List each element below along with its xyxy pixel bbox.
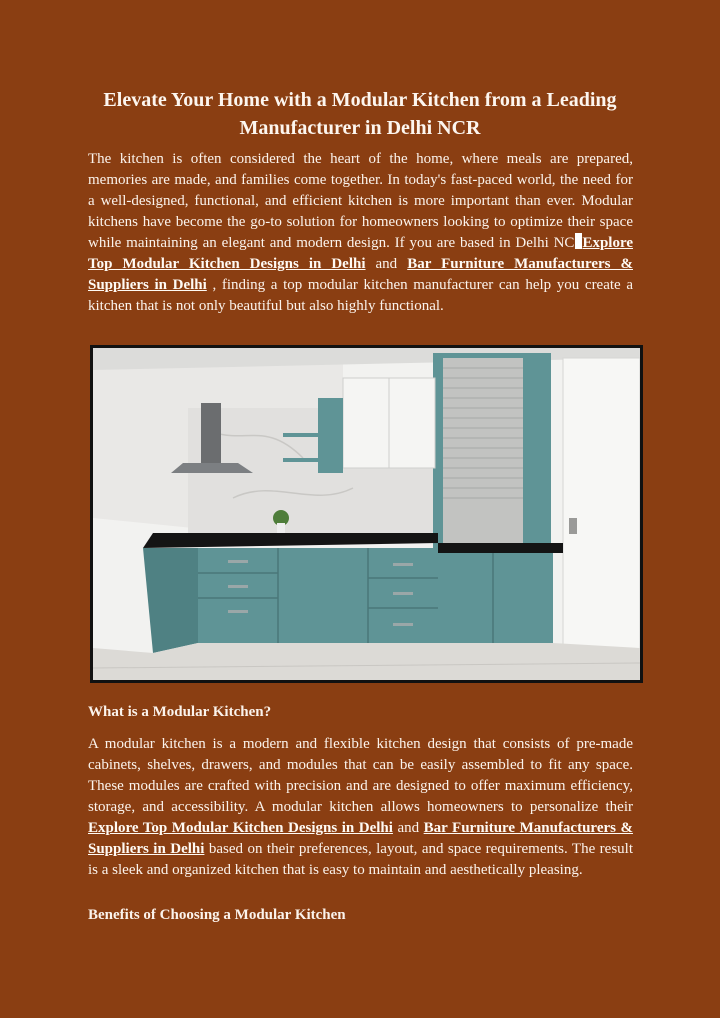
link-bar-furniture-2[interactable]: Bar Furniture Manufacturers & Suppliers in Delhi [88, 820, 633, 857]
page-title: Elevate Your Home with a Modular Kitchen from a Leading Manufacturer in Delhi NCR [103, 89, 617, 139]
section-heading-benefits: Benefits of Choosing a Modular Kitchen [88, 907, 346, 923]
what-text-2: based on their preferences, layout, and space requirements. The result is a sleek and organized kitchen that is easy to maintain and aesthetically pleasing. [88, 841, 633, 878]
kitchen-illustration [93, 348, 640, 680]
kitchen-photo [90, 345, 643, 683]
intro-text-2: , finding a top modular kitchen manufacturer can help you create a kitchen that is not only beautiful but also highly functional. [88, 277, 633, 314]
intro-and: and [365, 256, 408, 272]
link-modular-kitchen-designs-2[interactable]: Explore Top Modular Kitchen Designs in Delhi [88, 820, 393, 836]
section-heading-what: What is a Modular Kitchen? [88, 704, 272, 720]
what-and: and [392, 820, 424, 836]
what-text-1: A modular kitchen is a modern and flexible kitchen design that consists of pre-made cabinets, shelves, drawers, and modules that can be easily assembled to fit any space. These modules are crafted with precision and are designed to offer maximum efficiency, storage, and accessibility. A modular kitchen allows homeowners to personalize their [88, 736, 633, 815]
link-bar-furniture[interactable]: Bar Furniture Manufacturers & Suppliers in Delhi [88, 256, 633, 293]
what-paragraph [88, 734, 633, 881]
link-modular-kitchen-designs[interactable]: Explore Top Modular Kitchen Designs in Delhi [88, 235, 633, 272]
intro-paragraph [88, 149, 633, 317]
intro-text-1: The kitchen is often considered the heart of the home, where meals are prepared, memories are made, and families come together. In today's fast-paced world, the need for a well-designed, functional, and efficient kitchen is more important than ever. Modular kitchens have become the go-to solution for homeowners looking to optimize their space while maintaining an elegant and modern design. If you are based in Delhi NC [88, 151, 633, 251]
